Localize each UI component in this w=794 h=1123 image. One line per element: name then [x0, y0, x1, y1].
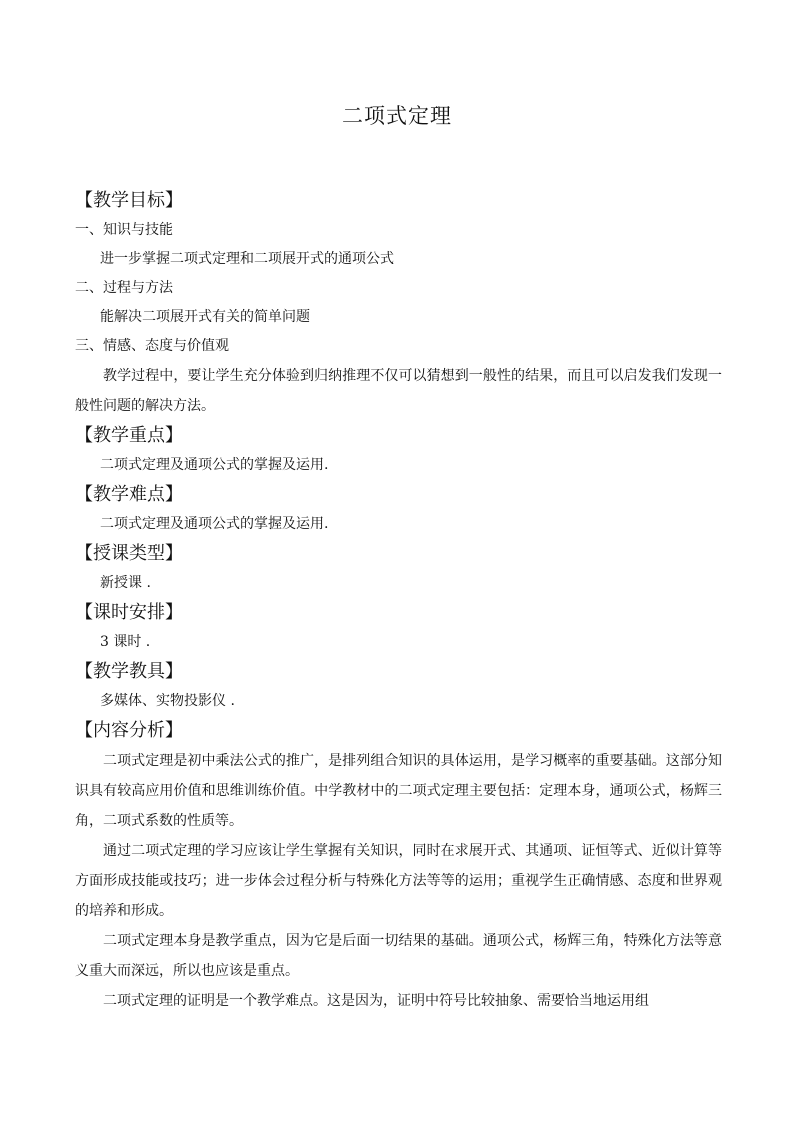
goals-subheading-knowledge: 一、知识与技能 [75, 222, 173, 238]
schedule-text: 3 课时 . [100, 634, 151, 650]
section-heading-analysis: 【内容分析】 [75, 720, 183, 741]
class-type-text: 新授课 . [100, 575, 151, 591]
goals-subheading-emotion: 三、情感、态度与价值观 [75, 338, 229, 354]
section-heading-difficulties: 【教学难点】 [75, 484, 183, 505]
goals-text-knowledge: 进一步掌握二项式定理和二项展开式的通项公式 [100, 251, 394, 267]
page-title: 二项式定理 [342, 104, 452, 128]
document-body [72, 186, 722, 1016]
difficulties-text: 二项式定理及通项公式的掌握及运用. [100, 516, 329, 532]
analysis-paragraph-4: 二项式定理的证明是一个教学难点。这是因为，证明中符号比较抽象、需要恰当地运用组 [103, 993, 649, 1009]
section-heading-tools: 【教学教具】 [75, 661, 183, 682]
analysis-paragraph-3: 二项式定理本身是教学重点，因为它是后面一切结果的基础。通项公式，杨辉三角，特殊化方法等意义重大而深远，所以也应该是重点。 [75, 933, 722, 979]
goals-text-emotion: 教学过程中，要让学生充分体验到归纳推理不仅可以猜想到一般性的结果，而且可以启发我们发现一般性问题的解决方法。 [75, 368, 722, 414]
tools-text: 多媒体、实物投影仪 . [100, 693, 235, 709]
section-heading-class-type: 【授课类型】 [75, 543, 183, 564]
analysis-paragraph-1: 二项式定理是初中乘法公式的推广，是排列组合知识的具体运用，是学习概率的重要基础。这部分知识具有较高应用价值和思维训练价值。中学教材中的二项式定理主要包括：定理本身，通项公式，杨辉三角，二项式系数的性质等。 [75, 753, 722, 829]
goals-subheading-process: 二、过程与方法 [75, 280, 173, 296]
section-heading-goals: 【教学目标】 [75, 190, 183, 211]
section-heading-key-points: 【教学重点】 [75, 425, 183, 446]
analysis-paragraph-2: 通过二项式定理的学习应该让学生掌握有关知识，同时在求展开式、其通项、证恒等式、近似计算等方面形成技能或技巧；进一步体会过程分析与特殊化方法等等的运用；重视学生正确情感、态度和世界观的培养和形成。 [75, 843, 722, 919]
key-points-text: 二项式定理及通项公式的掌握及运用. [100, 457, 329, 473]
section-heading-schedule: 【课时安排】 [75, 602, 183, 623]
goals-text-process: 能解决二项展开式有关的简单问题 [100, 309, 310, 325]
